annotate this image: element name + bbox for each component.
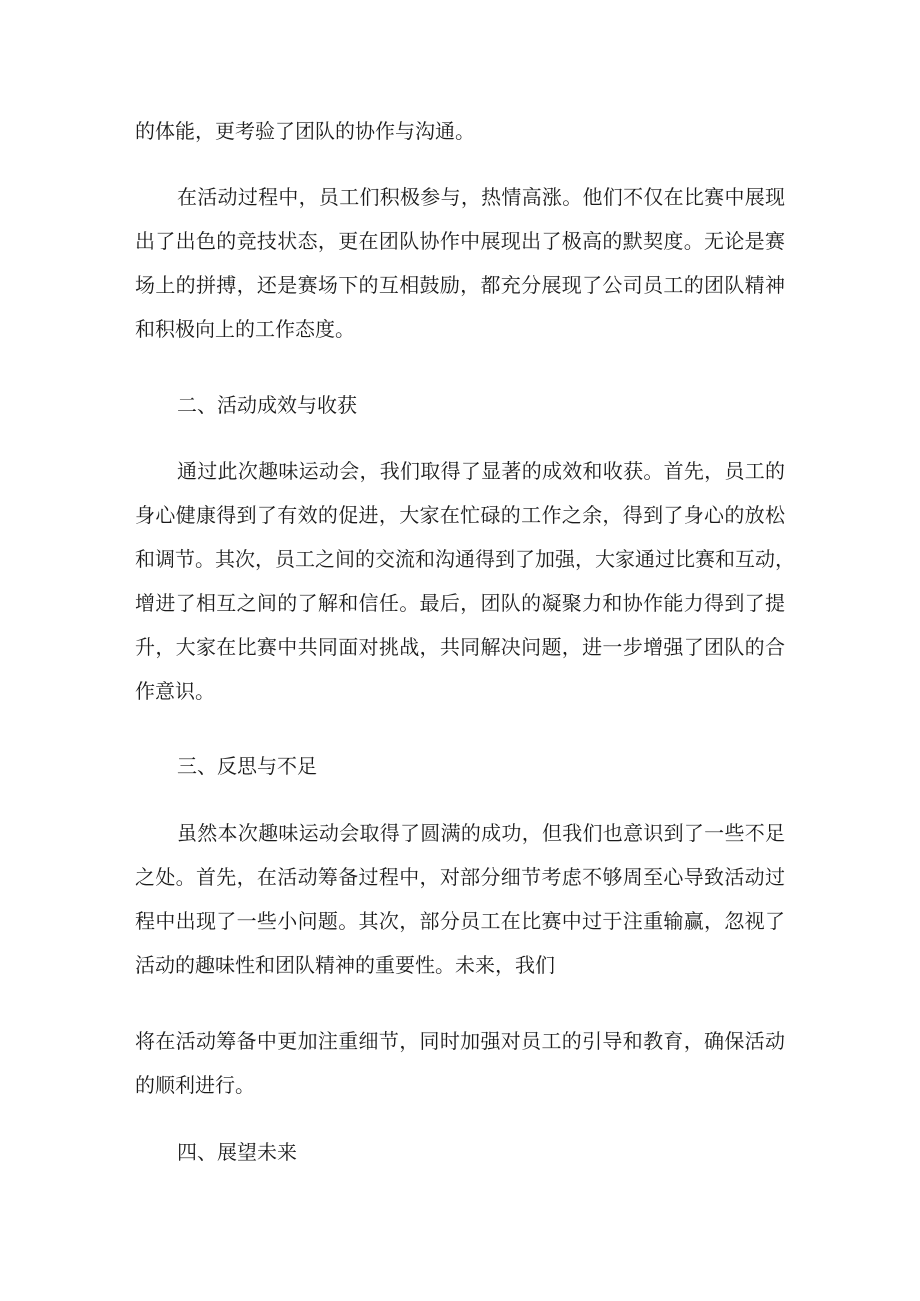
paragraph-line: 和调节。其次，员工之间的交流和沟通得到了加强，大家通过比赛和互动， bbox=[135, 547, 795, 571]
paragraph-line: 在活动过程中，员工们积极参与，热情高涨。他们不仅在比赛中展现 bbox=[177, 185, 785, 209]
paragraph-line: 的体能，更考验了团队的协作与沟通。 bbox=[135, 119, 475, 143]
section-heading: 二、活动成效与收获 bbox=[177, 393, 357, 417]
paragraph-line: 程中出现了一些小问题。其次，部分员工在比赛中过于注重输赢，忽视了 bbox=[135, 909, 785, 933]
paragraph-line: 将在活动筹备中更加注重细节，同时加强对员工的引导和教育，确保活动 bbox=[135, 1029, 785, 1053]
paragraph-line: 活动的趣味性和团队精神的重要性。未来，我们 bbox=[135, 953, 555, 977]
paragraph-line: 通过此次趣味运动会，我们取得了显著的成效和收获。首先，员工的 bbox=[177, 459, 785, 483]
paragraph-line: 身心健康得到了有效的促进，大家在忙碌的工作之余，得到了身心的放松 bbox=[135, 503, 785, 527]
paragraph-line: 虽然本次趣味运动会取得了圆满的成功，但我们也意识到了一些不足 bbox=[177, 821, 785, 845]
section-heading: 三、反思与不足 bbox=[177, 754, 317, 778]
paragraph-line: 场上的拼搏，还是赛场下的互相鼓励，都充分展现了公司员工的团队精神 bbox=[135, 273, 785, 297]
paragraph-line: 升，大家在比赛中共同面对挑战，共同解决问题，进一步增强了团队的合 bbox=[135, 635, 785, 659]
paragraph-line: 之处。首先，在活动筹备过程中，对部分细节考虑不够周至心导致活动过 bbox=[135, 865, 785, 889]
paragraph-line: 作意识。 bbox=[135, 679, 215, 703]
paragraph-line: 和积极向上的工作态度。 bbox=[135, 317, 355, 341]
paragraph-line: 出了出色的竞技状态，更在团队协作中展现出了极高的默契度。无论是赛 bbox=[135, 229, 785, 253]
section-heading: 四、展望未来 bbox=[177, 1140, 297, 1164]
paragraph-line: 的顺利进行。 bbox=[135, 1073, 255, 1097]
paragraph-line: 增进了相互之间的了解和信任。最后，团队的凝聚力和协作能力得到了提 bbox=[135, 591, 785, 615]
